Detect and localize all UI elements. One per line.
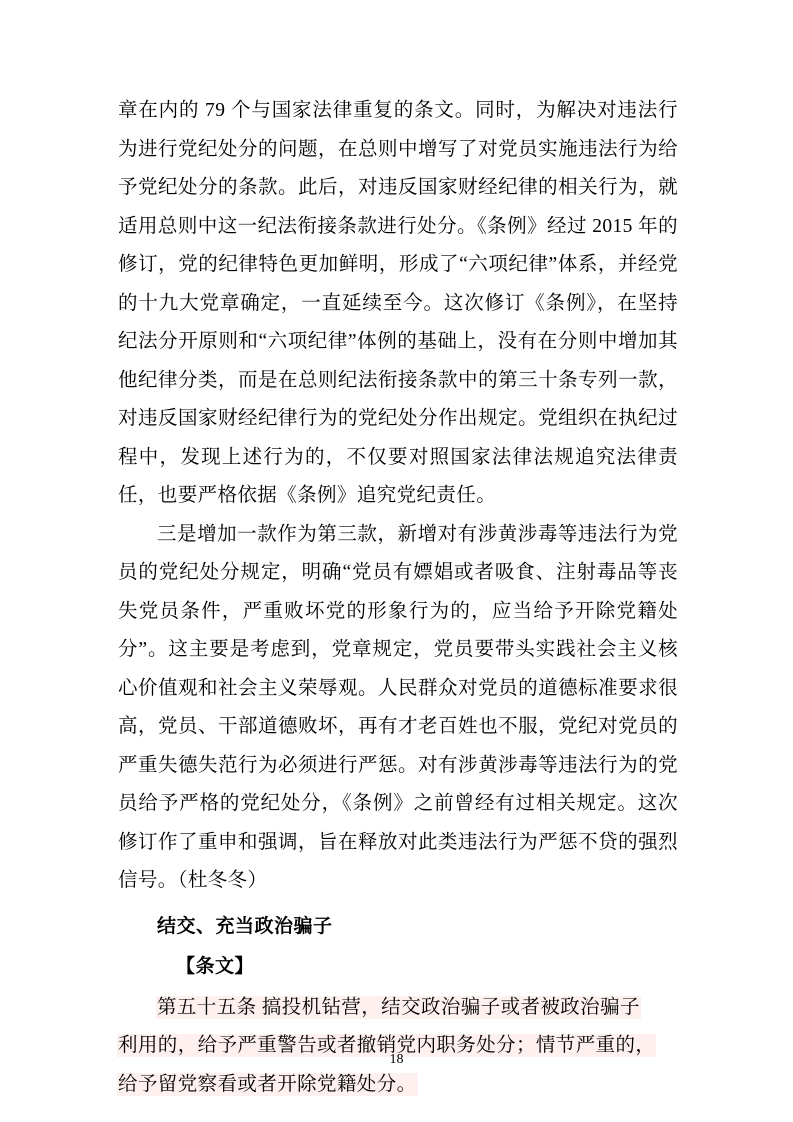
section-heading: 结交、充当政治骗子 [157, 915, 333, 937]
page-content [118, 92, 678, 1104]
sub-heading-clause-label: 【条文】 [176, 955, 255, 977]
body-paragraph-1: 章在内的 79 个与国家法律重复的条文。同时，为解决对违法行为进行党纪处分的问题，在总则中增写了对党员实施违法行为给予党纪处分的条款。此后，对违反国家财经纪律的相关行为，就适用总则中这一纪法衔接条款进行处分。《条例》经过 2015 年的修订，党的纪律特色更加鲜明，形成了“六项纪律”体系，并经党的十九大党章确定，一直延续至今。这次修订《条例》，在坚持纪法分开原则和“六项纪律”体例的基础上，没有在分则中增加其他纪律分类，而是在总则纪法衔接条款中的第三十条专列一款，对违反国家财经纪律行为的党纪处分作出规定。党组织在执纪过程中，发现上述行为的，不仅要对照国家法律法规追究法律责任，也要严格依据《条例》追究党纪责任。 [118, 100, 678, 506]
clause-line-3: 给予留党察看或者开除党籍处分。 [118, 1073, 417, 1095]
clause-text [118, 989, 678, 1105]
page-number: 18 [389, 1052, 404, 1067]
clause-line-1: 第五十五条 搞投机钻营，结交政治骗子或者被政治骗子 [157, 996, 640, 1018]
clause-line-2: 利用的，给予严重警告或者撤销党内职务处分；情节严重的， [118, 1035, 656, 1056]
body-paragraph-2: 三是增加一款作为第三款，新增对有涉黄涉毒等违法行为党员的党纪处分规定，明确“党员有嫖娼或者吸食、注射毒品等丧失党员条件，严重败坏党的形象行为的，应当给予开除党籍处分”。这主要是考虑到，党章规定，党员要带头实践社会主义核心价值观和社会主义荣辱观。人民群众对党员的道德标准要求很高，党员、干部道德败坏，再有才老百姓也不服，党纪对党员的严重失德失范行为必须进行严惩。对有涉黄涉毒等违法行为的党员给予严格的党纪处分，《条例》之前曾经有过相关规定。这次修订作了重申和强调，旨在释放对此类违法行为严惩不贷的强烈信号。（杜冬冬） [118, 523, 678, 891]
